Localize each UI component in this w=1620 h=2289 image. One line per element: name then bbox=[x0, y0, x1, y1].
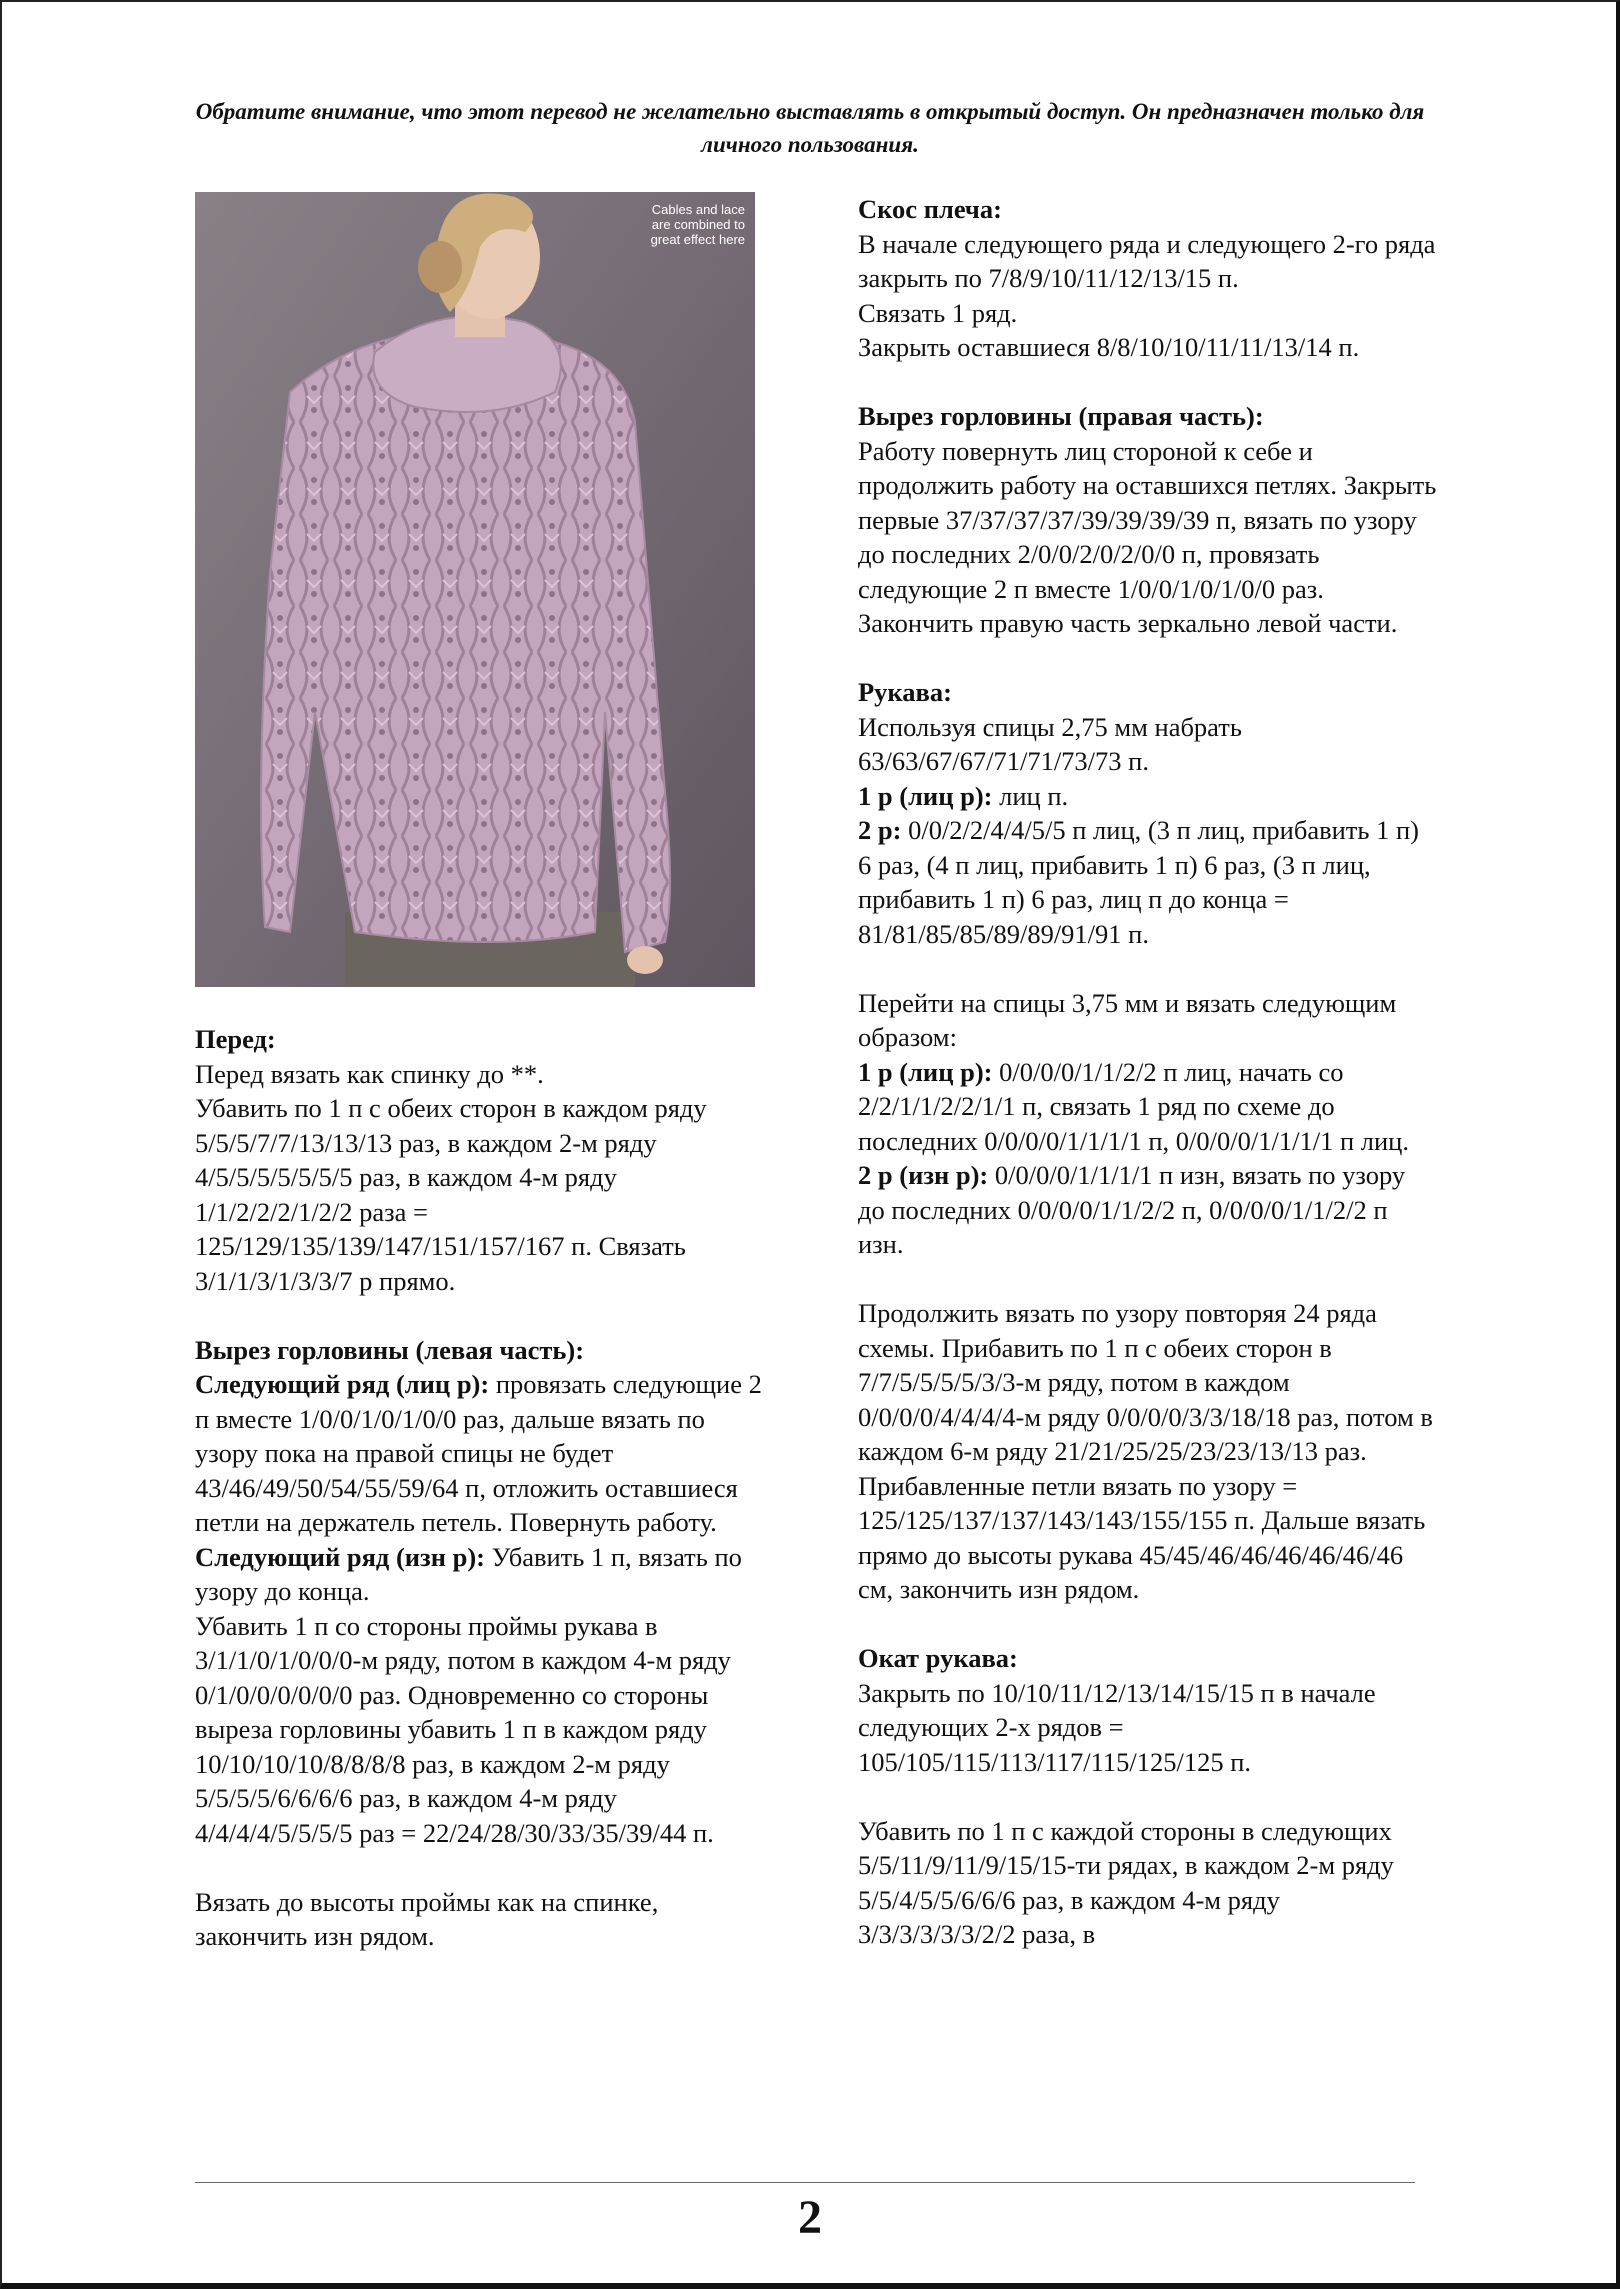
sleeve-row-1-text: лиц п. bbox=[992, 780, 1069, 811]
pattern-row-1-label: 1 р (лиц р): bbox=[858, 1056, 993, 1087]
pattern-row-2-text: 0/0/0/0/1/1/1/1 п изн, вязать по узору до последних 0/0/0/0/1/1/2/2 п, 0/0/0/0/1/1/2/2 п изн. bbox=[858, 1160, 1406, 1259]
pattern-row-1-text: 0/0/0/0/1/1/2/2 п лиц, начать со 2/2/1/1/2/2/1/1 п, связать 1 ряд по схеме до последних 0/0/0/0/1/1/1/1 п, 0/0/0/0/1/1/1/1 п лиц. bbox=[858, 1056, 1409, 1156]
page-number: 2 bbox=[798, 2191, 822, 2244]
sleeve-row-1 bbox=[858, 779, 1438, 814]
switch-needles: Перейти на спицы 3,75 мм и вязать следующим образом: bbox=[858, 987, 1397, 1052]
right-column bbox=[858, 192, 1438, 1952]
photo-caption: Cables and lace are combined to great effect here bbox=[650, 202, 745, 247]
next-row-rs bbox=[195, 1367, 765, 1540]
front-title: Перед: bbox=[195, 1024, 276, 1054]
pattern-row-1 bbox=[858, 1055, 1438, 1159]
sleeve-row-2 bbox=[858, 813, 1438, 951]
next-row-rs-label: Следующий ряд (лиц р): bbox=[195, 1369, 490, 1399]
footer-rule bbox=[195, 2182, 1415, 2183]
armhole-text: Вязать до высоты проймы как на спинке, закончить изн рядом. bbox=[195, 1886, 659, 1951]
continue-text: Продолжить вязать по узору повторяя 24 ряда схемы. Прибавить по 1 п с обеих сторон в 7/7/5/5/5/5/3/3-м ряду, потом в каждом 0/0/0/0/4/4/4/4-м ряду 0/0/0/0/3/3/18/18 раз, потом в каждом 6-м ряду 21/21/25/25/23/23/13/13 раз. Прибавленные петли вязать по узору = 125/125/137/137/143/143/155/155 п. Дальше вязать прямо до высоты рукава 45/45/46/46/46/46/46/46 см, закончить изн рядом. bbox=[858, 1298, 1433, 1604]
neck-right-text-2: Закончить правую часть зеркально левой части. bbox=[858, 608, 1398, 638]
cap-text: Закрыть по 10/10/11/12/13/14/15/15 п в начале следующих 2-х рядов = 105/105/115/113/117/115/125/125 п. bbox=[858, 1677, 1376, 1777]
sleeve-row-2-label: 2 р: bbox=[858, 815, 902, 845]
neck-right-text-1: Работу повернуть лиц стороной к себе и продолжить работу на оставшихся петлях. Закрыть первые 37/37/37/37/39/39/39/39 п, вязать по узору до последних 2/0/0/2/0/2/0/0 п, провязать следующие 2 п вместе 1/0/0/1/0/1/0/0 раз. bbox=[858, 435, 1437, 604]
next-row-ws bbox=[195, 1540, 765, 1609]
cap-title: Окат рукава: bbox=[858, 1643, 1018, 1673]
next-row-rs-text: провязать следующие 2 п вместе 1/0/0/1/0/1/0/0 раз, дальше вязать по узору пока на правой спицы не будет 43/46/49/50/54/55/59/64 п, отложить оставшиеся петли на держатель петель. Повернуть работу. bbox=[195, 1369, 762, 1537]
sleeve-row-1-label: 1 р (лиц р): bbox=[858, 780, 993, 811]
front-text-2: Убавить по 1 п с обеих сторон в каждом ряду 5/5/5/7/7/13/13/13 раз, в каждом 2-м ряду 4/5/5/5/5/5/5/5 раз, в каждом 4-м ряду 1/1/2/2/2/1/2/2 раза = 125/129/135/139/147/151/157/167 п. Связать 3/1/1/3/1/3/3/7 р прямо. bbox=[195, 1093, 707, 1296]
next-row-ws-text: Убавить 1 п, вязать по узору до конца. bbox=[195, 1541, 742, 1606]
neck-right-title: Вырез горловины (правая часть): bbox=[858, 401, 1264, 431]
pattern-row-2 bbox=[858, 1158, 1438, 1262]
shoulder-text-3: Закрыть оставшиеся 8/8/10/10/11/11/13/14 п. bbox=[858, 332, 1360, 362]
sleeve-row-2-text: 0/0/2/2/4/4/5/5 п лиц, (3 п лиц, прибавить 1 п) 6 раз, (4 п лиц, прибавить 1 п) 6 раз, (3 п лиц, прибавить 1 п) 6 раз, лиц п до конца = 81/81/85/85/89/89/91/91 п. bbox=[858, 815, 1419, 949]
shoulder-text-2: Связать 1 ряд. bbox=[858, 297, 1018, 328]
decrease-text: Убавить 1 п со стороны проймы рукава в 3/1/1/0/1/0/0/0-м ряду, потом в каждом 4-м ряду 0/1/0/0/0/0/0/0 раз. Одновременно со стороны выреза горловины убавить 1 п в каждом ряду 10/10/10/10/8/8/8/8 раз, в каждом 2-м ряду 5/5/5/5/6/6/6/6 раз, в каждом 4-м ряду 4/4/4/4/5/5/5/5 раз = 22/24/28/30/33/35/39/44 п. bbox=[195, 1610, 731, 1848]
shoulder-title: Скос плеча: bbox=[858, 194, 1002, 224]
shoulder-text-1: В начале следующего ряда и следующего 2-го ряда закрыть по 7/8/9/10/11/12/13/15 п. bbox=[858, 228, 1436, 293]
next-row-ws-label: Следующий ряд (изн р): bbox=[195, 1541, 485, 1572]
front-text-1: Перед вязать как спинку до **. bbox=[195, 1058, 544, 1089]
photo-illustration bbox=[195, 192, 755, 987]
cap-decrease: Убавить по 1 п с каждой стороны в следующих 5/5/11/9/11/9/15/15-ти рядах, в каждом 2-м ряду 5/5/4/5/5/6/6/6 раз, в каждом 4-м ряду 3/3/3/3/3/3/2/2 раза, в bbox=[858, 1815, 1394, 1949]
left-column bbox=[195, 1022, 765, 1954]
sleeves-title: Рукава: bbox=[858, 677, 952, 707]
sweater-photo bbox=[195, 192, 755, 987]
pattern-row-2-label: 2 р (изн р): bbox=[858, 1160, 989, 1190]
copyright-notice: Обратите внимание, что этот перевод не желательно выставлять в открытый доступ. Он предназначен только для личного пользования. bbox=[195, 99, 1425, 157]
neck-left-title: Вырез горловины (левая часть): bbox=[195, 1334, 585, 1365]
sleeves-cast-on: Используя спицы 2,75 мм набрать 63/63/67/67/71/71/73/73 п. bbox=[858, 711, 1242, 776]
